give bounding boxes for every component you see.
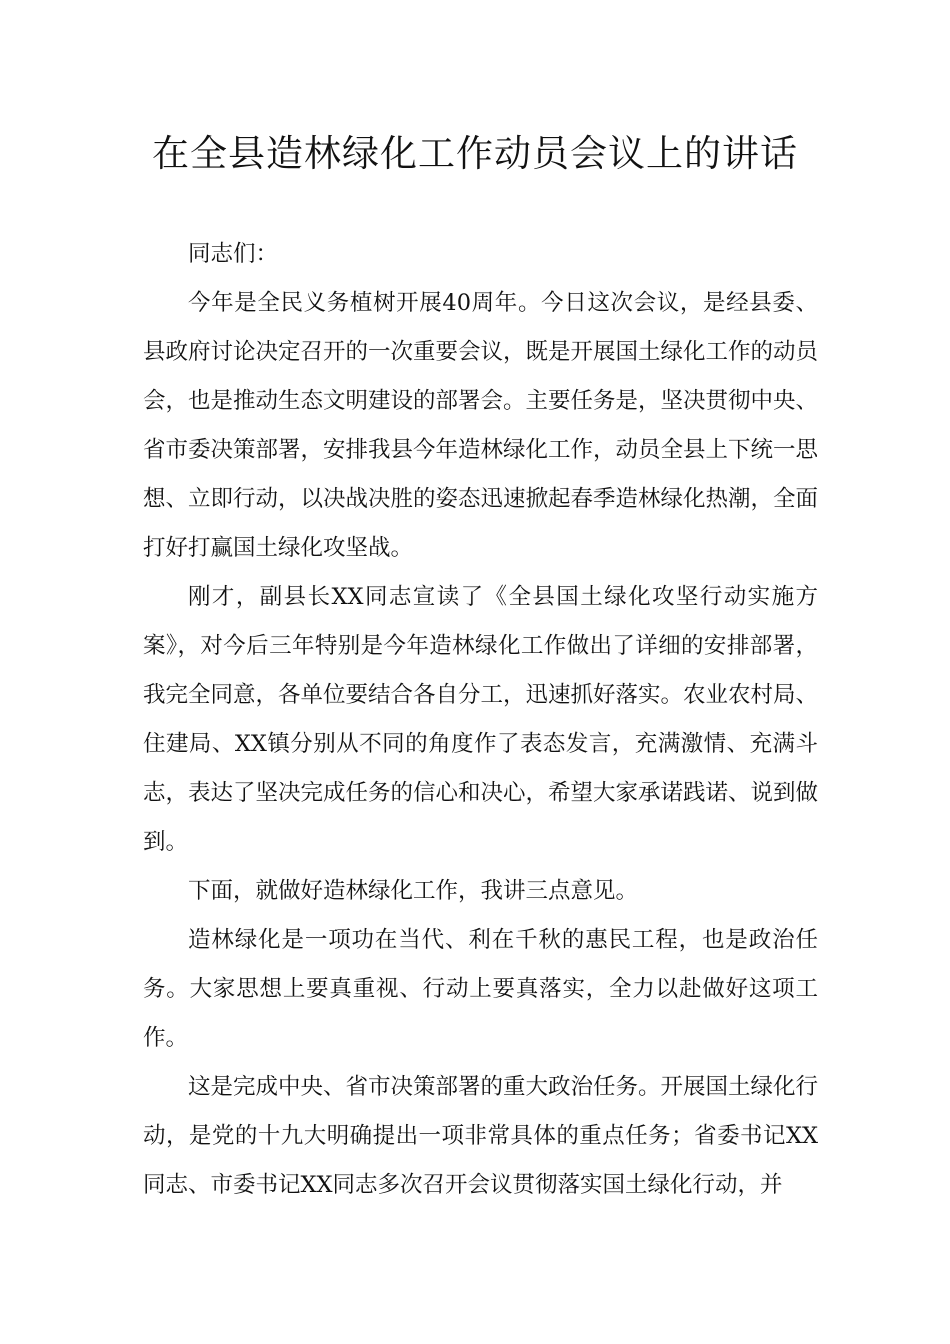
document-title: 在全县造林绿化工作动员会议上的讲话 [152,132,798,175]
document-body [143,230,818,1210]
paragraph-salutation: 同志们： [188,241,279,267]
paragraph: 造林绿化是一项功在当代、利在千秋的惠民工程，也是政治任务。大家思想上要真重视、行动上要真落实，全力以赴做好这项工作。 [143,927,818,1051]
paragraph: 下面，就做好造林绿化工作，我讲三点意见。 [188,878,639,904]
paragraph: 刚才，副县长XX同志宣读了《全县国土绿化攻坚行动实施方案》，对今后三年特别是今年造林绿化工作做出了详细的安排部署，我完全同意，各单位要结合各自分工，迅速抓好落实。农业农村局、住建局、XX镇分别从不同的角度作了表态发言，充满激情、充满斗志，表达了坚决完成任务的信心和决心，希望大家承诺践诺、说到做到。 [143,584,819,855]
paragraph: 今年是全民义务植树开展40周年。今日这次会议，是经县委、县政府讨论决定召开的一次重要会议，既是开展国土绿化工作的动员会，也是推动生态文明建设的部署会。主要任务是，坚决贯彻中央、省市委决策部署，安排我县今年造林绿化工作，动员全县上下统一思想、立即行动，以决战决胜的姿态迅速掀起春季造林绿化热潮，全面打好打赢国土绿化攻坚战。 [143,290,819,561]
paragraph: 这是完成中央、省市决策部署的重大政治任务。开展国土绿化行动，是党的十九大明确提出一项非常具体的重点任务；省委书记XX同志、市委书记XX同志多次召开会议贯彻落实国土绿化行动，并 [143,1074,819,1198]
